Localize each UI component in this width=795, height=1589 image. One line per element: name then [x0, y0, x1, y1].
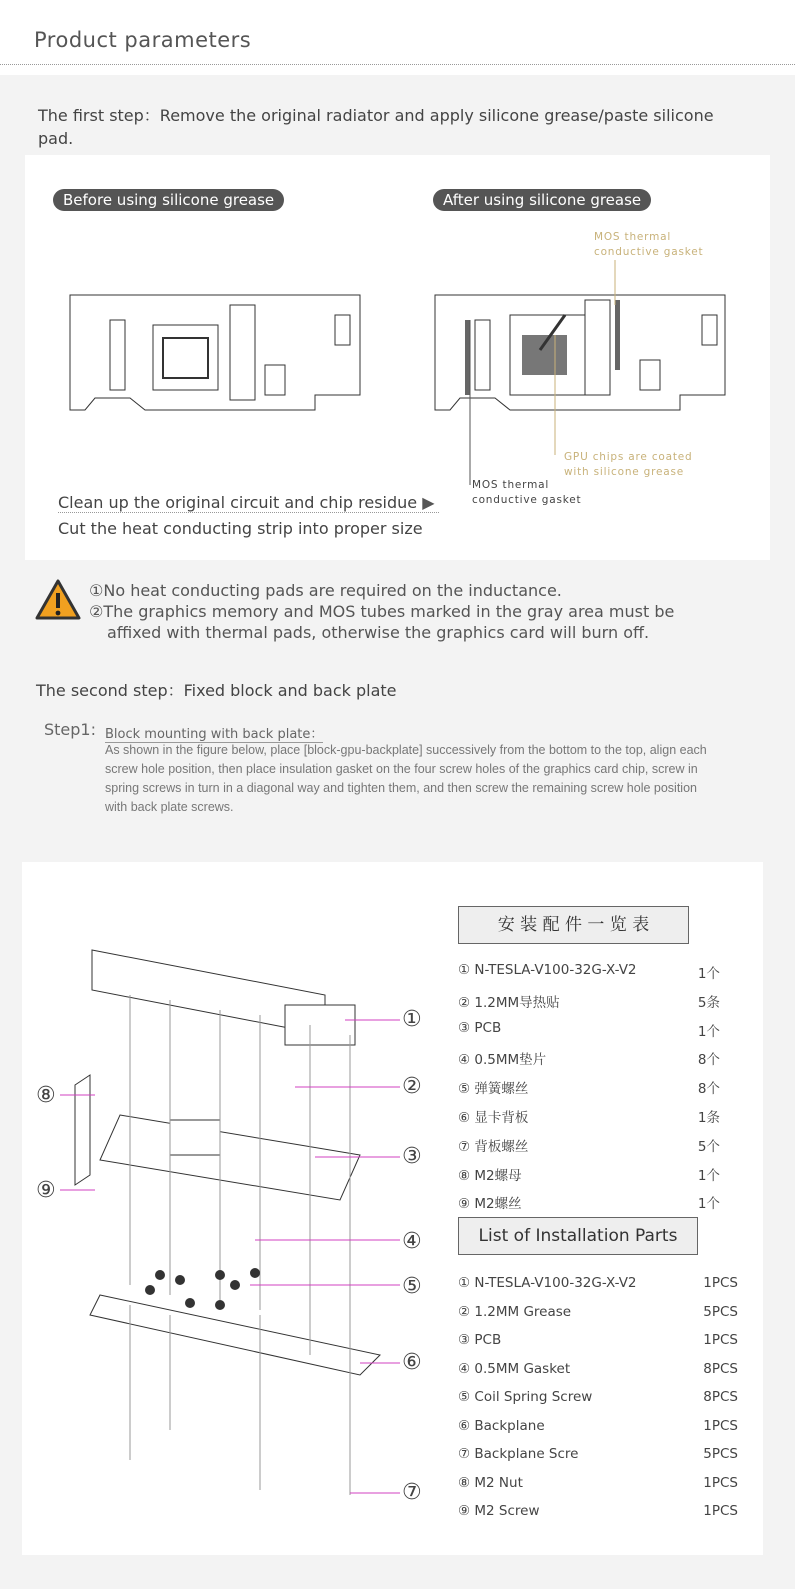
diagram-callout: ⑨ — [36, 1178, 56, 1203]
part-name: ⑤ 弹簧螺丝 — [458, 1081, 529, 1098]
pcb-before-drawing — [65, 290, 370, 415]
step-label: Step1: — [44, 720, 96, 739]
part-qty: 8个 — [697, 1052, 720, 1069]
gpu-note: GPU chips are coated with silicone grease — [564, 451, 693, 478]
part-row — [458, 1475, 738, 1491]
part-name: ④ 0.5MM Gasket — [458, 1360, 571, 1377]
part-name: ① N-TESLA-V100-32G-X-V2 — [458, 962, 637, 978]
part-name: ④ 0.5MM垫片 — [458, 1052, 547, 1069]
clean-text — [58, 493, 439, 513]
part-name: ⑧ M2螺母 — [458, 1167, 522, 1184]
parts-en-title: List of Installation Parts — [458, 1217, 698, 1255]
part-row — [458, 962, 720, 982]
part-qty: 1PCS — [703, 1417, 738, 1434]
part-row — [458, 1106, 720, 1126]
part-name: ⑨ M2螺丝 — [458, 1196, 522, 1213]
part-name: ⑧ M2 Nut — [458, 1474, 523, 1491]
step-two-title: The second step：Fixed block and back plate — [36, 681, 397, 700]
part-name: ⑥ 显卡背板 — [458, 1110, 529, 1126]
part-name: ⑥ Backplane — [458, 1417, 545, 1434]
exploded-view-drawing — [30, 935, 450, 1515]
divider — [0, 64, 795, 65]
warning-icon — [34, 578, 82, 622]
part-row — [458, 1361, 738, 1377]
part-qty: 5PCS — [703, 1303, 738, 1320]
part-row — [458, 1304, 738, 1320]
diagram-callout: ⑤ — [402, 1274, 422, 1299]
step-description: As shown in the figure below, place [block-gpu-backplate] successively from the bottom to the top, align each screw hole position, then place insulation gasket on the four screw holes of the graphics card chip, screw in spring screws in turn in a diagonal way and tighten them, and then screw the remaining screw hole position with back plate screws. — [105, 743, 707, 814]
part-row — [458, 1135, 720, 1155]
part-qty: 8个 — [697, 1081, 720, 1098]
part-name: ⑨ M2 Screw — [458, 1503, 540, 1519]
warning-line-2: ②The graphics memory and MOS tubes marked in the gray area must be — [89, 602, 675, 621]
cut-text: Cut the heat conducting strip into proper size — [58, 519, 423, 538]
clean-label: Clean up the original circuit and chip residue — [58, 493, 418, 512]
diagram-callout: ④ — [402, 1229, 422, 1254]
part-row — [458, 991, 720, 1011]
part-name: ③ PCB — [458, 1332, 502, 1348]
diagram-callout: ③ — [402, 1144, 422, 1169]
mos-top-note: MOS thermal conductive gasket — [594, 231, 704, 258]
part-qty: 1个 — [697, 1023, 720, 1040]
part-row — [458, 1275, 738, 1291]
diagram-callout: ⑥ — [402, 1350, 422, 1375]
part-name: ⑦ Backplane Scre — [458, 1446, 579, 1462]
part-row — [458, 1048, 720, 1068]
part-qty: 1个 — [697, 966, 720, 982]
part-row — [458, 1418, 738, 1434]
mos-bottom-note: MOS thermal conductive gasket — [472, 479, 582, 506]
part-row — [458, 1389, 738, 1405]
part-qty: 1PCS — [703, 1275, 738, 1291]
part-qty: 1条 — [697, 1110, 720, 1126]
part-qty: 1个 — [697, 1196, 720, 1213]
part-qty: 1PCS — [703, 1332, 738, 1348]
part-name: ② 1.2MM导热贴 — [458, 994, 560, 1011]
part-qty: 5PCS — [703, 1446, 738, 1462]
part-name: ③ PCB — [458, 1019, 502, 1036]
warning-line-3: affixed with thermal pads, otherwise the graphics card will burn off. — [107, 623, 650, 642]
part-row — [458, 1164, 720, 1184]
part-qty: 1PCS — [703, 1503, 738, 1519]
after-label: After using silicone grease — [433, 189, 651, 211]
part-qty: 8PCS — [703, 1360, 738, 1377]
parts-cn-title: 安 装 配 件 一 览 表 — [458, 906, 689, 944]
part-row — [458, 1503, 738, 1519]
part-row — [458, 1446, 738, 1462]
step-one-text: The first step：Remove the original radiator and apply silicone grease/paste silicone pad. — [38, 106, 714, 148]
part-name: ① N-TESLA-V100-32G-X-V2 — [458, 1275, 637, 1291]
diagram-callout: ⑧ — [36, 1083, 56, 1108]
warning-line-1: ①No heat conducting pads are required on the inductance. — [89, 581, 562, 600]
part-name: ⑦ 背板螺丝 — [458, 1138, 529, 1155]
part-qty: 1个 — [697, 1167, 720, 1184]
part-row — [458, 1192, 720, 1212]
part-row — [458, 1077, 720, 1097]
part-name: ② 1.2MM Grease — [458, 1303, 572, 1320]
step-subtitle: Block mounting with back plate： — [105, 723, 323, 743]
diagram-callout: ② — [402, 1074, 422, 1099]
part-name: ⑤ Coil Spring Screw — [458, 1389, 593, 1405]
before-label: Before using silicone grease — [53, 189, 284, 211]
part-row — [458, 1332, 738, 1348]
part-row — [458, 1020, 720, 1040]
page-title: Product parameters — [34, 28, 252, 52]
part-qty: 5条 — [697, 994, 720, 1011]
part-qty: 8PCS — [703, 1389, 738, 1405]
diagram-callout: ① — [402, 1007, 422, 1032]
part-qty: 5个 — [697, 1138, 720, 1155]
arrow-right-icon: ▶ — [422, 493, 435, 512]
part-qty: 1PCS — [703, 1474, 738, 1491]
diagram-callout: ⑦ — [402, 1480, 422, 1505]
